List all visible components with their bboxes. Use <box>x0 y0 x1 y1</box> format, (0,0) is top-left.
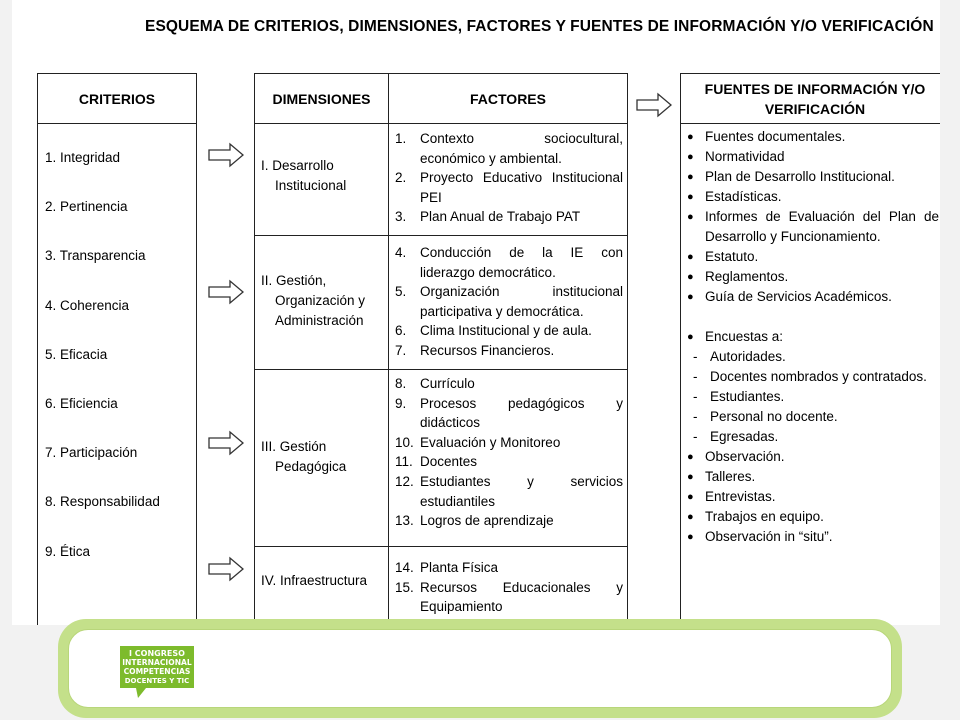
criterio-item: 2. Pertinencia <box>45 199 128 214</box>
fuente-item <box>687 287 939 307</box>
fuente-item <box>687 507 939 527</box>
factor-text: Plan Anual de Trabajo PAT <box>420 209 581 225</box>
dash-icon: - <box>693 349 698 364</box>
factores-header: FACTORES <box>470 91 546 107</box>
factor-item <box>395 168 623 207</box>
factor-number: 11. <box>395 454 413 470</box>
factor-list <box>395 243 623 361</box>
factor-text: Recursos Financieros. <box>420 342 555 358</box>
fuentes-list <box>687 127 939 547</box>
factor-list <box>395 558 623 617</box>
bullet-icon: ● <box>687 131 694 143</box>
criterios-header: CRITERIOS <box>38 74 196 124</box>
fuente-text: Fuentes documentales. <box>705 129 846 144</box>
fuente-text: Talleres. <box>705 469 756 484</box>
arrow-right-icon <box>208 430 244 456</box>
dimension-label-line: Organización y <box>275 293 366 308</box>
factor-item <box>395 129 623 168</box>
fuente-text: Plan de Desarrollo Institucional. <box>705 169 895 184</box>
factor-number: 1. <box>395 131 407 146</box>
fuente-item <box>687 447 939 467</box>
encuesta-subitem <box>687 367 939 387</box>
criterio-item: 9. Ética <box>45 544 91 559</box>
factor-item <box>395 374 623 394</box>
svg-text:COMPETENCIAS: COMPETENCIAS <box>123 667 191 676</box>
congreso-logo <box>116 642 198 700</box>
fuente-text: Encuestas a: <box>705 329 784 344</box>
footer-banner <box>58 619 902 718</box>
dimension-label <box>261 156 385 196</box>
factor-item <box>395 511 623 531</box>
svg-text:DOCENTES Y TIC: DOCENTES Y TIC <box>124 677 190 685</box>
bullet-icon: ● <box>687 251 694 263</box>
dimension-label-line: Administración <box>275 313 364 328</box>
bullet-icon: ● <box>687 491 694 503</box>
document-image <box>12 0 940 625</box>
factor-number: 3. <box>395 209 407 225</box>
factor-item <box>395 341 623 361</box>
bullet-icon: ● <box>687 451 694 463</box>
criterio-item: 4. Coherencia <box>45 298 130 313</box>
fuente-text: Trabajos en equipo. <box>705 509 824 524</box>
factor-text: Clima Institucional y de aula. <box>420 323 592 339</box>
factor-list <box>395 129 623 227</box>
factor-item <box>395 243 623 282</box>
factor-item <box>395 558 623 578</box>
bullet-icon: ● <box>687 331 694 343</box>
dimensiones-factores-table <box>254 73 628 625</box>
dimension-label-line: IV. Infraestructura <box>261 573 368 588</box>
fuente-item <box>687 247 939 267</box>
dimension-label <box>261 271 385 331</box>
factor-item <box>395 472 623 511</box>
factor-text: Evaluación y Monitoreo <box>420 434 561 450</box>
bullet-icon: ● <box>687 531 694 543</box>
fuente-item <box>687 267 939 287</box>
dimension-label-line: II. Gestión, <box>261 273 327 288</box>
fuente-item <box>687 527 939 547</box>
factor-text: Planta Física <box>420 560 499 575</box>
criterio-item: 5. Eficacia <box>45 347 108 362</box>
criterio-item: 3. Transparencia <box>45 248 146 263</box>
criterio-item: 8. Responsabilidad <box>45 494 160 509</box>
encuesta-subitem <box>687 347 939 367</box>
fuente-item <box>687 187 939 207</box>
dimension-label-line: I. Desarrollo <box>261 158 334 173</box>
bullet-icon: ● <box>687 271 694 283</box>
svg-text:I CONGRESO: I CONGRESO <box>129 649 185 658</box>
factor-number: 14. <box>395 560 414 575</box>
dimension-label-line: III. Gestión <box>261 439 327 454</box>
factor-text: Estudiantes y servicios estudiantiles <box>420 473 623 509</box>
criterio-item: 1. Integridad <box>45 150 121 165</box>
factor-text: Conducción de la IE con liderazgo democrático. <box>420 245 623 280</box>
factor-item <box>395 321 623 341</box>
factor-number: 9. <box>395 395 407 411</box>
arrow-right-icon <box>208 556 244 582</box>
factor-text: Recursos Educacionales y Equipamiento <box>420 579 623 615</box>
encuesta-text: Docentes nombrados y contratados. <box>710 369 927 384</box>
dash-icon: - <box>693 389 698 404</box>
fuentes-box <box>680 73 940 625</box>
dimension-label-line: Institucional <box>275 178 347 193</box>
bullet-icon: ● <box>687 191 694 203</box>
bullet-icon: ● <box>687 171 694 183</box>
dimensiones-header: DIMENSIONES <box>272 91 371 107</box>
encuesta-text: Estudiantes. <box>710 389 785 404</box>
criterio-item: 7. Participación <box>45 445 138 460</box>
fuente-text: Entrevistas. <box>705 489 776 504</box>
fuente-text: Estatuto. <box>705 249 759 264</box>
fuente-text: Observación. <box>705 449 785 464</box>
factor-text: Proyecto Educativo Institucional PEI <box>420 170 623 205</box>
encuesta-subitem <box>687 387 939 407</box>
dimension-label <box>261 437 385 477</box>
fuente-text: Informes de Evaluación del Plan de Desarrollo y Funcionamiento. <box>705 209 939 244</box>
fuente-item <box>687 327 939 347</box>
factor-item <box>395 452 623 472</box>
dash-icon: - <box>693 409 698 424</box>
factor-text: Currículo <box>420 376 475 391</box>
factor-number: 15. <box>395 579 414 595</box>
fuentes-header: FUENTES DE INFORMACIÓN Y/O VERIFICACIÓN <box>681 74 940 124</box>
factor-item <box>395 207 623 227</box>
dash-icon: - <box>693 369 698 384</box>
arrow-right-icon <box>208 279 244 305</box>
criterios-box <box>37 73 197 625</box>
bullet-icon: ● <box>687 291 694 303</box>
fuente-item <box>687 207 939 247</box>
arrow-right-icon <box>208 142 244 168</box>
factor-item <box>395 578 623 617</box>
factor-number: 6. <box>395 323 407 339</box>
arrow-right-icon <box>636 92 672 118</box>
encuesta-subitem <box>687 407 939 427</box>
fuente-text: Guía de Servicios Académicos. <box>705 289 892 304</box>
bullet-icon: ● <box>687 151 694 163</box>
factor-list <box>395 374 623 531</box>
factor-text: Docentes <box>420 454 478 470</box>
factor-number: 7. <box>395 342 407 358</box>
document-title: ESQUEMA DE CRITERIOS, DIMENSIONES, FACTORES Y FUENTES DE INFORMACIÓN Y/O VERIFICACIÓN <box>145 18 934 35</box>
factor-text: Logros de aprendizaje <box>420 513 554 529</box>
factor-text: Contexto sociocultural, económico y ambiental. <box>420 131 623 166</box>
fuente-text: Reglamentos. <box>705 269 789 284</box>
factor-item <box>395 394 623 433</box>
factor-item <box>395 282 623 321</box>
factor-number: 4. <box>395 245 407 260</box>
svg-text:INTERNACIONAL: INTERNACIONAL <box>122 658 192 667</box>
factor-number: 10. <box>395 434 414 450</box>
bullet-icon: ● <box>687 471 694 483</box>
factor-number: 12. <box>395 473 414 489</box>
fuente-item <box>687 147 939 167</box>
factor-number: 13. <box>395 513 414 529</box>
encuesta-text: Egresadas. <box>710 429 779 444</box>
factor-number: 5. <box>395 284 407 300</box>
factor-number: 2. <box>395 170 407 186</box>
dash-icon: - <box>693 429 698 444</box>
factor-text: Procesos pedagógicos y didácticos <box>420 395 623 431</box>
fuente-item <box>687 127 939 147</box>
factor-text: Organización institucional participativa y democrática. <box>420 284 623 319</box>
encuesta-subitem <box>687 427 939 447</box>
fuente-item <box>687 487 939 507</box>
factor-number: 8. <box>395 376 407 391</box>
dimension-label-line: Pedagógica <box>275 459 347 474</box>
fuente-text: Observación in “situ”. <box>705 529 833 544</box>
encuesta-text: Autoridades. <box>710 349 786 364</box>
criterio-item: 6. Eficiencia <box>45 396 118 411</box>
factor-item <box>395 433 623 453</box>
fuente-text: Normatividad <box>705 149 785 164</box>
encuesta-text: Personal no docente. <box>710 409 838 424</box>
bullet-icon: ● <box>687 511 694 523</box>
dimension-label <box>261 571 385 591</box>
bullet-icon: ● <box>687 211 694 223</box>
fuente-text: Estadísticas. <box>705 189 782 204</box>
fuente-item <box>687 467 939 487</box>
fuente-item <box>687 167 939 187</box>
